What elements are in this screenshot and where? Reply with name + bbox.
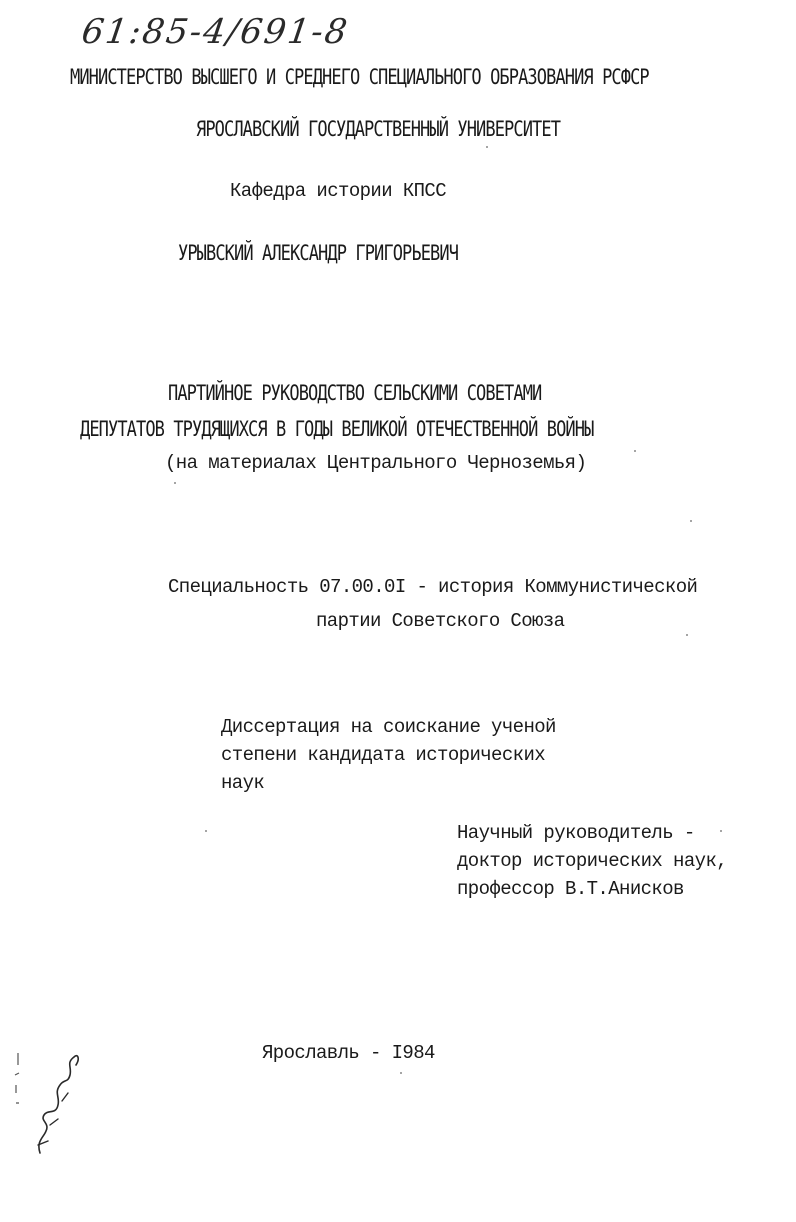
- ministry-heading: МИНИСТЕРСТВО ВЫСШЕГО И СРЕДНЕГО СПЕЦИАЛЬНОГО ОБРАЗОВАНИЯ РСФСР: [70, 65, 649, 91]
- specialty-line-2: партии Советского Союза: [316, 610, 565, 632]
- title-line-3: (на материалах Центрального Черноземья): [165, 452, 587, 474]
- place-and-year: Ярославль - I984: [262, 1042, 435, 1064]
- specialty-line-1: Специальность 07.00.0I - история Коммунистической: [168, 576, 698, 598]
- advisor-line-3: профессор В.Т.Анисков: [457, 878, 684, 900]
- handwritten-signature: [10, 1045, 90, 1160]
- paper-speck: [690, 520, 692, 522]
- advisor-line-1: Научный руководитель -: [457, 822, 695, 844]
- paper-speck: [720, 830, 722, 832]
- paper-speck: [486, 146, 488, 148]
- paper-speck: [205, 830, 207, 832]
- paper-speck: [634, 450, 636, 452]
- dissertation-line-1: Диссертация на соискание ученой: [221, 716, 556, 738]
- author-name: УРЫВСКИЙ АЛЕКСАНДР ГРИГОРЬЕВИЧ: [178, 241, 459, 267]
- university-heading: ЯРОСЛАВСКИЙ ГОСУДАРСТВЕННЫЙ УНИВЕРСИТЕТ: [196, 117, 561, 143]
- title-line-2: ДЕПУТАТОВ ТРУДЯЩИХСЯ В ГОДЫ ВЕЛИКОЙ ОТЕЧЕСТВЕННОЙ ВОЙНЫ: [80, 417, 594, 443]
- handwritten-archive-number: 61:85-4/691-8: [79, 12, 352, 52]
- title-line-1: ПАРТИЙНОЕ РУКОВОДСТВО СЕЛЬСКИМИ СОВЕТАМИ: [168, 381, 542, 407]
- paper-speck: [174, 482, 176, 484]
- paper-speck: [400, 1072, 402, 1074]
- department-line: Кафедра истории КПСС: [230, 180, 447, 202]
- advisor-line-2: доктор исторических наук,: [457, 850, 728, 872]
- paper-speck: [686, 634, 688, 636]
- dissertation-line-2: степени кандидата исторических: [221, 744, 546, 766]
- dissertation-line-3: наук: [221, 772, 265, 794]
